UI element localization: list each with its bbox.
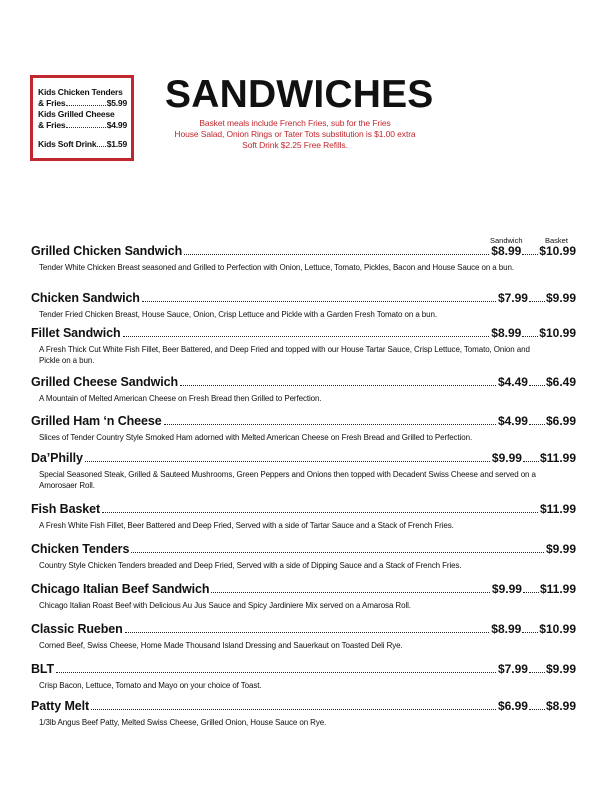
menu-item-description: Tender Fried Chicken Breast, House Sauce, Onion, Crisp Lettuce and Pickle with a Garden Fresh Tomato on a bun. — [39, 310, 437, 319]
menu-item — [31, 502, 576, 531]
sandwich-price: $9.99 — [491, 582, 522, 596]
menu-item-name: Chicken Sandwich — [31, 291, 140, 305]
menu-item-name: Grilled Cheese Sandwich — [31, 375, 179, 389]
sandwich-price: $8.99 — [491, 244, 522, 258]
menu-item — [31, 451, 576, 491]
menu-item — [31, 582, 576, 611]
basket-price: $10.99 — [539, 622, 576, 636]
basket-note — [150, 118, 440, 151]
menu-item-description: Special Seasoned Steak, Grilled & Sauteed Mushrooms, Green Peppers and Onions then topped with Decadent Swiss Cheese and served on a Amorosaer Roll. — [39, 470, 536, 490]
page-title: SANDWICHES — [165, 73, 434, 116]
menu-item — [31, 291, 576, 320]
sandwich-price: $6.99 — [497, 699, 528, 713]
kids-item-price: $4.99 — [106, 120, 127, 130]
menu-item-name: Classic Rueben — [31, 622, 123, 636]
menu-item — [31, 662, 576, 691]
menu-item-name: Chicago Italian Beef Sandwich — [31, 582, 210, 596]
menu-item-description: Chicago Italian Roast Beef with Delicious Au Jus Sauce and Spicy Jardiniere Mix served on a Amarosa Roll. — [39, 601, 411, 610]
menu-item — [31, 622, 576, 651]
kids-item-name: Kids Chicken Tenders — [38, 87, 123, 97]
kids-menu-box — [30, 75, 134, 161]
menu-item-name: Fish Basket — [31, 502, 101, 516]
column-header-sandwich: Sandwich — [490, 236, 523, 245]
basket-price: $8.99 — [545, 699, 576, 713]
menu-item-name: Da’Philly — [31, 451, 83, 465]
kids-item-name-line2: & Fries — [38, 120, 66, 130]
menu-item — [31, 699, 576, 728]
kids-item-name: Kids Soft Drink — [38, 139, 97, 149]
menu-item-description: A Fresh Thick Cut White Fish Fillet, Beer Battered, and Deep Fried and topped with our House Tartar Sauce, Crisp Lettuce, Tomato, Onion and Pickle on a bun. — [39, 345, 530, 365]
kids-item — [38, 139, 127, 150]
menu-item-description: 1/3lb Angus Beef Patty, Melted Swiss Cheese, Grilled Onion, House Sauce on Rye. — [39, 718, 327, 727]
basket-note-line: Basket meals include French Fries, sub for the Fries — [199, 118, 391, 128]
basket-price: $9.99 — [545, 662, 576, 676]
kids-item — [38, 87, 127, 109]
kids-item-price: $1.59 — [106, 139, 127, 149]
sandwich-price: $4.49 — [497, 375, 528, 389]
menu-item-name: BLT — [31, 662, 55, 676]
basket-price: $11.99 — [539, 582, 576, 596]
kids-item — [38, 109, 127, 131]
menu-item — [31, 414, 576, 443]
kids-item-name: Kids Grilled Cheese — [38, 109, 115, 119]
basket-price: $6.99 — [545, 414, 576, 428]
sandwich-price: $9.99 — [491, 451, 522, 465]
menu-item-name: Fillet Sandwich — [31, 326, 121, 340]
basket-price: $11.99 — [539, 451, 576, 465]
kids-item-name-line2: & Fries — [38, 98, 66, 108]
sandwich-price: $4.99 — [497, 414, 528, 428]
kids-item-price: $5.99 — [106, 98, 127, 108]
basket-price: $10.99 — [539, 326, 576, 340]
column-header-basket: Basket — [545, 236, 568, 245]
sandwich-price: $8.99 — [491, 326, 522, 340]
menu-item-description: A Mountain of Melted American Cheese on Fresh Bread then Grilled to Perfection. — [39, 394, 322, 403]
menu-item — [31, 244, 576, 273]
menu-item-name: Grilled Chicken Sandwich — [31, 244, 183, 258]
basket-note-line: House Salad, Onion Rings or Tater Tots substitution is $1.00 extra — [174, 129, 416, 139]
menu-item-description: Corned Beef, Swiss Cheese, Home Made Thousand Island Dressing and Sauerkaut on Toasted Deli Rye. — [39, 641, 403, 650]
menu-item — [31, 375, 576, 404]
basket-price: $11.99 — [539, 502, 576, 516]
basket-price: $9.99 — [545, 542, 576, 556]
menu-item — [31, 542, 576, 571]
menu-item-name: Chicken Tenders — [31, 542, 130, 556]
sandwich-price: $7.99 — [497, 291, 528, 305]
menu-item-description: Crisp Bacon, Lettuce, Tomato and Mayo on your choice of Toast. — [39, 681, 262, 690]
sandwich-price: $7.99 — [497, 662, 528, 676]
menu-item-name: Grilled Ham ‘n Cheese — [31, 414, 162, 428]
basket-price: $9.99 — [545, 291, 576, 305]
menu-item-description: Tender White Chicken Breast seasoned and Grilled to Perfection with Onion, Lettuce, Tomato, Pickles, Bacon and House Sauce on a bun. — [39, 263, 514, 272]
sandwich-price: $8.99 — [491, 622, 522, 636]
menu-item-description: Country Style Chicken Tenders breaded and Deep Fried, Served with a side of Dipping Sauce and a Stack of French Fries. — [39, 561, 462, 570]
basket-price: $6.49 — [545, 375, 576, 389]
menu-item-description: A Fresh White Fish Fillet, Beer Battered and Deep Fried, Served with a side of Tartar Sauce and a Stack of French Fries. — [39, 521, 454, 530]
menu-item — [31, 326, 576, 366]
menu-item-name: Patty Melt — [31, 699, 90, 713]
basket-price: $10.99 — [539, 244, 576, 258]
basket-note-line: Soft Drink $2.25 Free Refills. — [242, 140, 348, 150]
menu-item-description: Slices of Tender Country Style Smoked Ham adorned with Melted American Cheese on Fresh Bread and Grilled to Perfection. — [39, 433, 473, 442]
